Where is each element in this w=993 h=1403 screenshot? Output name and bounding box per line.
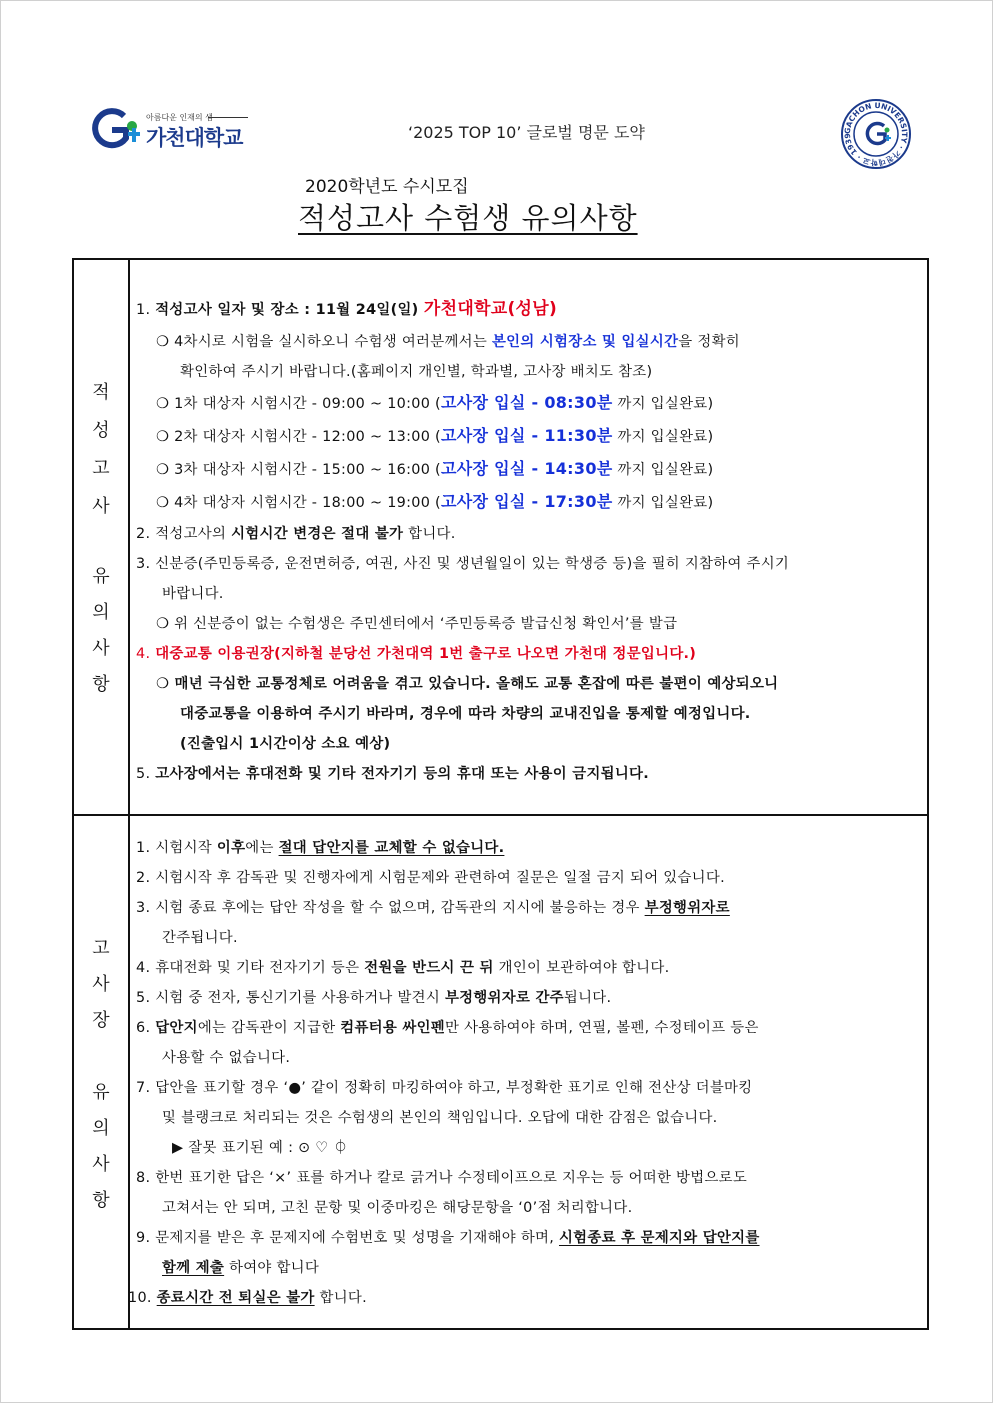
side-char: 장 <box>92 1010 110 1031</box>
rule-emphasis: 컴퓨터용 싸인펜 <box>340 1020 445 1036</box>
session-time: ❍ 1차 대상자 시험시간 - 09:00 ~ 10:00 ( <box>156 396 441 412</box>
item-emphasis: 고사장에서는 휴대전화 및 기타 전자기기 등의 휴대 또는 사용이 금지됩니다. <box>155 766 650 782</box>
side-char: 고 <box>92 458 110 479</box>
rule-7-examples: ▶ 잘못 표기된 예 : ⊙ ♡ ⏀ <box>172 1140 349 1156</box>
logo-rule <box>208 117 248 118</box>
item-4-note-2: 대중교통을 이용하여 주시기 바라며, 경우에 따라 차량의 교내진입을 통제할 예정입니다. <box>180 706 751 722</box>
session-tail: 까지 입실완료) <box>612 462 714 478</box>
rule-2: 2. 시험시작 후 감독관 및 진행자에게 시험문제와 관련하여 질문은 일절 금지 되어 있습니다. <box>136 870 725 886</box>
logo-name: 가천대학교 <box>146 126 243 150</box>
logo-tagline: 아름다운 인재의 샘 <box>146 113 213 122</box>
rule-emphasis: 부정행위자로 <box>644 900 730 916</box>
side-char: 고 <box>92 938 110 959</box>
side-char: 항 <box>92 1190 110 1211</box>
side-char: 항 <box>92 674 110 695</box>
exam-room-section <box>74 816 927 1328</box>
note-text: 을 정확히 <box>678 334 740 350</box>
item-1-note-cont: 확인하여 주시기 바랍니다.(홈페이지 개인별, 학과별, 고사장 배치도 참조) <box>180 364 653 380</box>
item-3-note: ❍ 위 신분증이 없는 수험생은 주민센터에서 ‘주민등록증 발급신청 확인서’를 발급 <box>156 616 678 632</box>
note-text: ❍ 4차시로 시험을 실시하오니 수험생 여러분께서는 <box>156 334 492 350</box>
rule-emphasis: 부정행위자로 간주 <box>444 990 564 1006</box>
item-text: 합니다. <box>403 526 456 542</box>
section2-side-label <box>74 816 130 1328</box>
rule-text: ’ 같이 정확히 마킹하여야 하고, 부정확한 표기로 인해 전산상 더블마킹 <box>301 1080 753 1096</box>
rule-text: 하여야 합니다 <box>224 1260 320 1276</box>
seal-icon <box>840 98 912 170</box>
rule-10 <box>128 1286 367 1307</box>
rule-6-cont: 사용할 수 없습니다. <box>162 1050 291 1066</box>
session-entry: 고사장 입실 - 08:30분 <box>440 393 613 412</box>
session-tail: 까지 입실완료) <box>612 429 714 445</box>
item-num: 5. <box>136 766 156 782</box>
side-char: 적 <box>92 382 110 403</box>
subtitle: 2020학년도 수시모집 <box>305 177 469 197</box>
item-1-num: 1. <box>136 302 156 318</box>
gachon-g-icon <box>90 108 146 152</box>
rule-emphasis: 이후 <box>216 840 246 856</box>
rule-emphasis: 절대 답안지를 교체할 수 없습니다. <box>278 840 505 856</box>
rule-9-cont <box>162 1256 319 1277</box>
side-char: 사 <box>92 974 110 995</box>
rule-7 <box>136 1076 752 1097</box>
rule-4 <box>136 956 669 977</box>
rule-text: 에는 감독관이 지급한 <box>197 1020 341 1036</box>
item-3: 3. 신분증(주민등록증, 운전면허증, 여권, 사진 및 생년월일이 있는 학생증 등)을 필히 지참하여 주시기 <box>136 556 790 572</box>
rule-8-cont: 고쳐서는 안 되며, 고친 문항 및 이중마킹은 해당문항을 ‘0’점 처리합니다. <box>162 1200 633 1216</box>
rule-text: 1. 시험시작 <box>136 840 217 856</box>
rule-3-cont: 간주됩니다. <box>162 930 238 946</box>
side-char: 유 <box>92 1082 110 1103</box>
university-seal <box>840 98 912 170</box>
rule-3 <box>136 896 730 917</box>
rule-text: 합니다. <box>314 1290 367 1306</box>
item-1 <box>136 294 557 319</box>
rule-text: 4. 휴대전화 및 기타 전자기기 등은 <box>136 960 365 976</box>
side-char: 사 <box>92 638 110 659</box>
session-entry: 고사장 입실 - 17:30분 <box>440 492 613 511</box>
session-2 <box>156 423 713 446</box>
session-tail: 까지 입실완료) <box>612 396 714 412</box>
rule-9 <box>136 1226 760 1247</box>
session-entry: 고사장 입실 - 14:30분 <box>440 459 613 478</box>
item-4 <box>136 642 696 663</box>
side-char: 사 <box>92 1154 110 1175</box>
side-char: 의 <box>92 602 110 623</box>
session-4 <box>156 489 713 512</box>
slogan: ‘2025 TOP 10’ 글로벌 명문 도약 <box>408 123 645 142</box>
item-4-note-1: ❍ 매년 극심한 교통정체로 어려움을 겪고 있습니다. 올해도 교통 혼잡에 따른 불편이 예상되오니 <box>156 676 779 692</box>
seal-text: GACHON UNIVERSITY · 가천대학교 · 1939 <box>842 100 910 168</box>
aptitude-test-section <box>74 260 927 816</box>
note-emphasis: 본인의 시험장소 및 입실시간 <box>491 334 679 350</box>
rule-emphasis: 종료시간 전 퇴실은 불가 <box>156 1290 315 1306</box>
rule-7-cont: 및 블랭크로 처리되는 것은 수험생의 본인의 책임입니다. 오답에 대한 감점은 없습니다. <box>162 1110 718 1126</box>
item-text: 2. 적성고사의 <box>136 526 232 542</box>
item-5 <box>136 762 649 783</box>
section1-side-label <box>74 260 130 814</box>
item-3-cont: 바랍니다. <box>162 586 224 602</box>
side-char: 성 <box>92 420 110 441</box>
session-time: ❍ 2차 대상자 시험시간 - 12:00 ~ 13:00 ( <box>156 429 441 445</box>
rule-emphasis: 답안지 <box>155 1020 198 1036</box>
item-1-note <box>156 330 740 351</box>
rule-text: 5. 시험 중 전자, 통신기기를 사용하거나 발견시 <box>136 990 445 1006</box>
item-num: 4. <box>136 646 156 662</box>
rule-text: 에는 <box>245 840 279 856</box>
rule-text: 9. 문제지를 받은 후 문제지에 수험번호 및 성명을 기재해야 하며, <box>136 1230 559 1246</box>
item-emphasis: 대중교통 이용권장(지하철 분당선 가천대역 1번 출구로 나오면 가천대 정문입니다.) <box>155 646 697 662</box>
rule-emphasis: 전원을 반드시 끈 뒤 <box>364 960 494 976</box>
item-emphasis: 시험시간 변경은 절대 불가 <box>231 526 404 542</box>
session-time: ❍ 3차 대상자 시험시간 - 15:00 ~ 16:00 ( <box>156 462 441 478</box>
side-char: 사 <box>92 496 110 517</box>
filled-circle-icon: ● <box>288 1080 302 1096</box>
rule-text: 만 사용하여야 하며, 연필, 볼펜, 수정테이프 등은 <box>445 1020 759 1036</box>
rule-6 <box>136 1016 759 1037</box>
notice-table <box>72 258 929 1330</box>
session-entry: 고사장 입실 - 11:30분 <box>440 426 613 445</box>
page-title: 적성고사 수험생 유의사항 <box>298 201 638 235</box>
rule-5 <box>136 986 611 1007</box>
university-logo <box>90 108 260 158</box>
session-time: ❍ 4차 대상자 시험시간 - 18:00 ~ 19:00 ( <box>156 495 441 511</box>
session-3 <box>156 456 713 479</box>
session-1 <box>156 390 713 413</box>
rule-text: 10. <box>128 1290 157 1306</box>
rule-emphasis: 함께 제출 <box>162 1260 225 1276</box>
item-1-place: 가천대학교(성남) <box>423 299 558 319</box>
rule-8: 8. 한번 표기한 답은 ‘×’ 표를 하거나 칼로 긁거나 수정테이프으로 지우는 등 어떠한 방법으로도 <box>136 1170 748 1186</box>
rule-text: 7. 답안을 표기할 경우 ‘ <box>136 1080 289 1096</box>
item-2 <box>136 522 456 543</box>
item-1-date: 적성고사 일자 및 장소 : 11월 24일(일) <box>155 302 424 318</box>
rule-text: 3. 시험 종료 후에는 답안 작성을 할 수 없으며, 감독관의 지시에 불응하는 경우 <box>136 900 645 916</box>
side-char: 유 <box>92 566 110 587</box>
rule-1 <box>136 836 504 857</box>
item-4-note-3: (진출입시 1시간이상 소요 예상) <box>180 736 391 752</box>
rule-text: 개인이 보관하여야 합니다. <box>493 960 670 976</box>
session-tail: 까지 입실완료) <box>612 495 714 511</box>
side-char: 의 <box>92 1118 110 1139</box>
rule-text: 6. <box>136 1020 156 1036</box>
rule-text: 됩니다. <box>563 990 612 1006</box>
rule-emphasis: 시험종료 후 문제지와 답안지를 <box>558 1230 760 1246</box>
